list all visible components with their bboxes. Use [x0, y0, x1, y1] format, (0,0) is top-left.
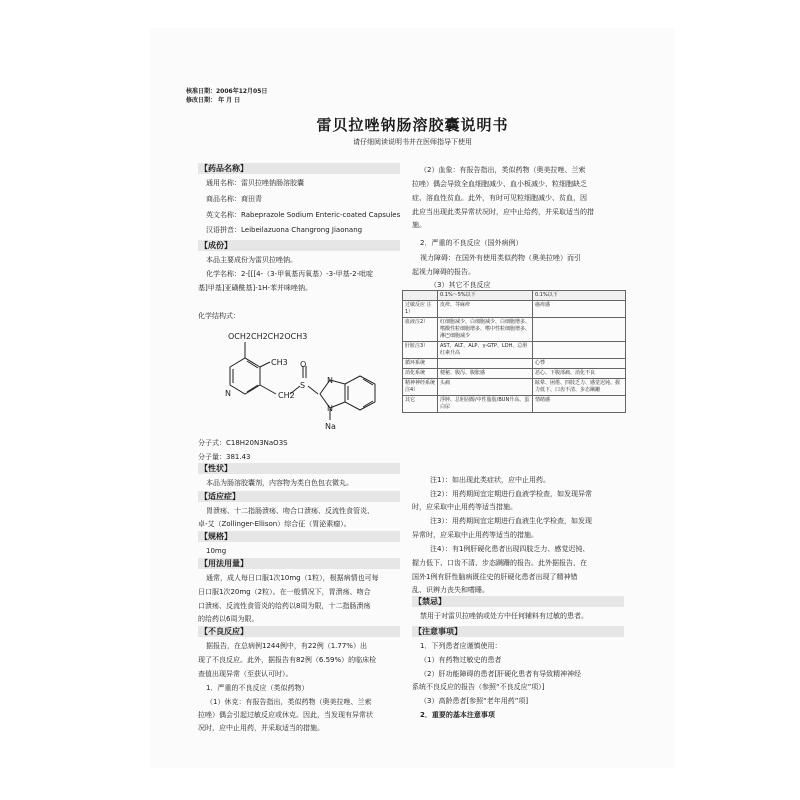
molecular-formula: 分子式：C18H20N3NaO3S [198, 439, 288, 447]
section-adverse: 【不良反应】 [198, 626, 400, 637]
note-2b: 时，应采取中止用药等适当措施。 [412, 503, 517, 511]
table-cell [438, 359, 533, 369]
document-title: 雷贝拉唑钠肠溶胶囊说明书 [316, 116, 509, 134]
revise-date: 修改日期： 年 月 日 [186, 97, 241, 104]
table-row [403, 318, 626, 342]
adverse-line2: 现了不良反应。此外，据报告有82例（6.59%）的临床检 [198, 656, 377, 664]
note-3a: 注3）：用药期间宜定期进行血液生化学检查，如发现 [430, 517, 592, 525]
right-line6: 2．严重的不良反应（国外病例） [420, 239, 523, 247]
section-drug-name: 【药品名称】 [198, 163, 400, 174]
chemical-name-line1: 化学名称：2-[[[4-（3-甲氧基丙氧基）-3-甲基-2-吡啶 [206, 270, 374, 278]
note-4a: 注4）：有1例肝硬化患者出现四肢乏力、感觉迟钝、 [430, 545, 590, 553]
composition-main: 本品主要成份为雷贝拉唑钠。 [206, 256, 297, 264]
dosage-line4: 的给药以6周为限。 [198, 615, 259, 623]
right-line1: （2）血象：有报告指出，类似药物（奥美拉唑、兰索 [420, 166, 586, 174]
struct-n-top: N [327, 376, 333, 385]
table-cell: 其它 [403, 396, 438, 413]
precaution-5: （3）高龄患者[参照“老年用药”项] [420, 697, 529, 705]
adverse-line1: 据报告，在总病例1244例中，有22例（1.77%）出 [206, 642, 367, 650]
section-contraindications: 【禁忌】 [412, 596, 624, 607]
table-cell: AST、ALT、ALP、γ-GTP、LDH、总胆红素升高 [438, 342, 533, 359]
precaution-6: 2．重要的基本注意事项 [420, 711, 495, 719]
indications-line2: 卓-艾（Zollinger-Ellison）综合征（胃泌素瘤）。 [198, 520, 351, 528]
table-cell: 过敏反应 注1） [403, 301, 438, 318]
note-4c: 国外1例有肝性脑病既往史的肝硬化患者出现了精神错 [412, 573, 578, 581]
section-composition: 【成份】 [198, 240, 400, 251]
struct-top-chain: OCH2CH2CH2OCH3 [228, 332, 308, 341]
table-row [403, 369, 626, 379]
section-precautions: 【注意事项】 [412, 626, 624, 637]
table-header-cell: 0.1%以下 [533, 291, 626, 301]
right-line2: 拉唑）偶会导致全血细胞减少、血小板减少、粒细胞缺乏 [412, 180, 587, 188]
precaution-4: 系统不良反应的报告（参照“不良反应”项）] [412, 683, 545, 691]
document-subtitle: 请仔细阅读说明书并在医师指导下使用 [353, 138, 472, 146]
adverse-reactions-table [402, 290, 626, 413]
adverse-line5: （1）休克：有报告指出，类似药物（奥美拉唑、兰索 [206, 698, 372, 706]
section-specification: 【规格】 [198, 531, 400, 542]
table-cell: 恶心、下腹部痛、消化不良 [533, 369, 626, 379]
table-cell: 循环系统 [403, 359, 438, 369]
structure-label: 化学结构式： [198, 312, 240, 320]
table-cell: 消化系统 [403, 369, 438, 379]
table-cell: 精神神经系统 注4） [403, 379, 438, 396]
table-cell: 便秘、腹泻、腹胀感 [438, 369, 533, 379]
specification-text: 10mg [206, 547, 227, 555]
properties-text: 本品为肠溶胶囊剂，内容物为类白色包衣微丸。 [206, 479, 353, 487]
note-1: 注1）：如出现此类症状，应中止用药。 [430, 476, 550, 484]
table-cell: 情绪感 [533, 396, 626, 413]
precaution-1: 1．下列患者应谨慎使用： [420, 642, 502, 650]
note-3b: 异常时，应采取中止用药等适当的措施。 [412, 531, 538, 539]
dosage-line2: 日口服1次20mg（2粒）。在一般情况下，胃溃疡、吻合 [198, 588, 371, 596]
table-row [403, 379, 626, 396]
table-cell: 血液注2） [403, 318, 438, 342]
section-dosage: 【用法用量】 [198, 558, 400, 569]
dosage-line3: 口溃疡、反流性食管炎的给药以8周为限，十二指肠溃疡 [198, 602, 371, 610]
table-header-cell: 0.1%～5%以下 [438, 291, 533, 301]
precaution-3: （2）肝功能障碍的患者[肝硬化患者有导致精神神经 [420, 670, 582, 678]
adverse-line6: 拉唑）偶会引起过敏反应或休克。因此，当发现有异常状 [198, 711, 373, 719]
table-header-row [403, 291, 626, 301]
chemical-name-line2: 基]甲基]亚磺酰基]-1H-苯并咪唑钠。 [198, 284, 312, 292]
right-line7: 视力障碍：在国外有使用类似药物（奥美拉唑）而引 [420, 254, 581, 262]
table-cell [533, 342, 626, 359]
table-row [403, 359, 626, 369]
precaution-2: （1）有药物过敏史的患者 [420, 656, 502, 664]
common-name: 通用名称：雷贝拉唑钠肠溶胶囊 [206, 179, 304, 187]
table-cell [533, 318, 626, 342]
struct-ch2: CH2 [278, 391, 295, 400]
struct-na: Na [325, 422, 336, 431]
right-line8: 起视力障碍的报告。 [412, 268, 475, 276]
right-line3: 症、溶血性贫血。此外，有时可见粒细胞减少、贫血，因 [412, 194, 587, 202]
indications-line1: 胃溃疡、十二指肠溃疡、吻合口溃疡、反流性食管炎、 [206, 507, 374, 515]
trade-name: 商品名称：商田青 [206, 195, 262, 203]
adverse-line3: 查值出现异常（至获认可时）。 [198, 670, 293, 678]
right-line5: 施。 [412, 221, 426, 229]
table-row [403, 342, 626, 359]
adverse-line7: 况时，应中止用药，并采取适当的措施。 [198, 724, 324, 732]
struct-n-bottom: N [327, 404, 333, 413]
note-4d: 乱、识辨力丧失和嗜睡。 [412, 586, 489, 594]
table-cell: 心悸 [533, 359, 626, 369]
table-row [403, 301, 626, 318]
table-cell: 红细胞减少、白细胞减少、白细胞增多、嗜酸性粒细胞增多、嗜中性粒细胞增多、淋巴细胞减少 [438, 318, 533, 342]
molecular-weight: 分子量：381.43 [198, 453, 251, 461]
table-cell: 头痛 [438, 379, 533, 396]
struct-o: O [300, 360, 307, 369]
struct-s: S [300, 381, 306, 390]
struct-ch3: CH3 [271, 358, 288, 367]
table-cell: 皮疹、荨麻疹 [438, 301, 533, 318]
approve-date: 核准日期：2006年12月05日 [186, 88, 268, 95]
table-cell: 眩晕、困倦、四肢乏力、感觉迟钝、握力低下、口齿不清、步态蹒跚 [533, 379, 626, 396]
dosage-line1: 通常，成人每日口服1次10mg（1粒），根据病情也可每 [206, 574, 379, 582]
right-line9: （3）其它不良反应 [430, 281, 491, 289]
table-cell: 瘙痒感 [533, 301, 626, 318]
table-cell: 浮肿、总胆固醇/中性脂肪/BUN升高、蛋白尿 [438, 396, 533, 413]
note-4b: 握力低下、口齿不清、步态蹒跚的报告。此外据报告，在 [412, 559, 587, 567]
contraindications-text: 禁用于对雷贝拉唑钠或处方中任何辅料有过敏的患者。 [420, 612, 588, 620]
table-header-cell [403, 291, 438, 301]
right-line4: 此应当出现此类异常状况时，应中止给药，并采取适当的措 [412, 208, 594, 216]
note-2a: 注2）：用药期间宜定期进行血液学检查，如发现异常 [430, 490, 592, 498]
section-properties: 【性状】 [198, 463, 400, 474]
table-row [403, 396, 626, 413]
adverse-line4: 1．严重的不良反应（类似药物） [206, 684, 309, 692]
english-name: 英文名称：Rabeprazole Sodium Enteric-coated Capsules [206, 211, 401, 219]
section-indications: 【适应症】 [198, 491, 400, 502]
pinyin-name: 汉语拼音：Leibeilazuona Changrong Jiaonang [206, 226, 363, 234]
table-cell: 肝脏注3） [403, 342, 438, 359]
struct-n-pyridine: N [225, 389, 231, 398]
